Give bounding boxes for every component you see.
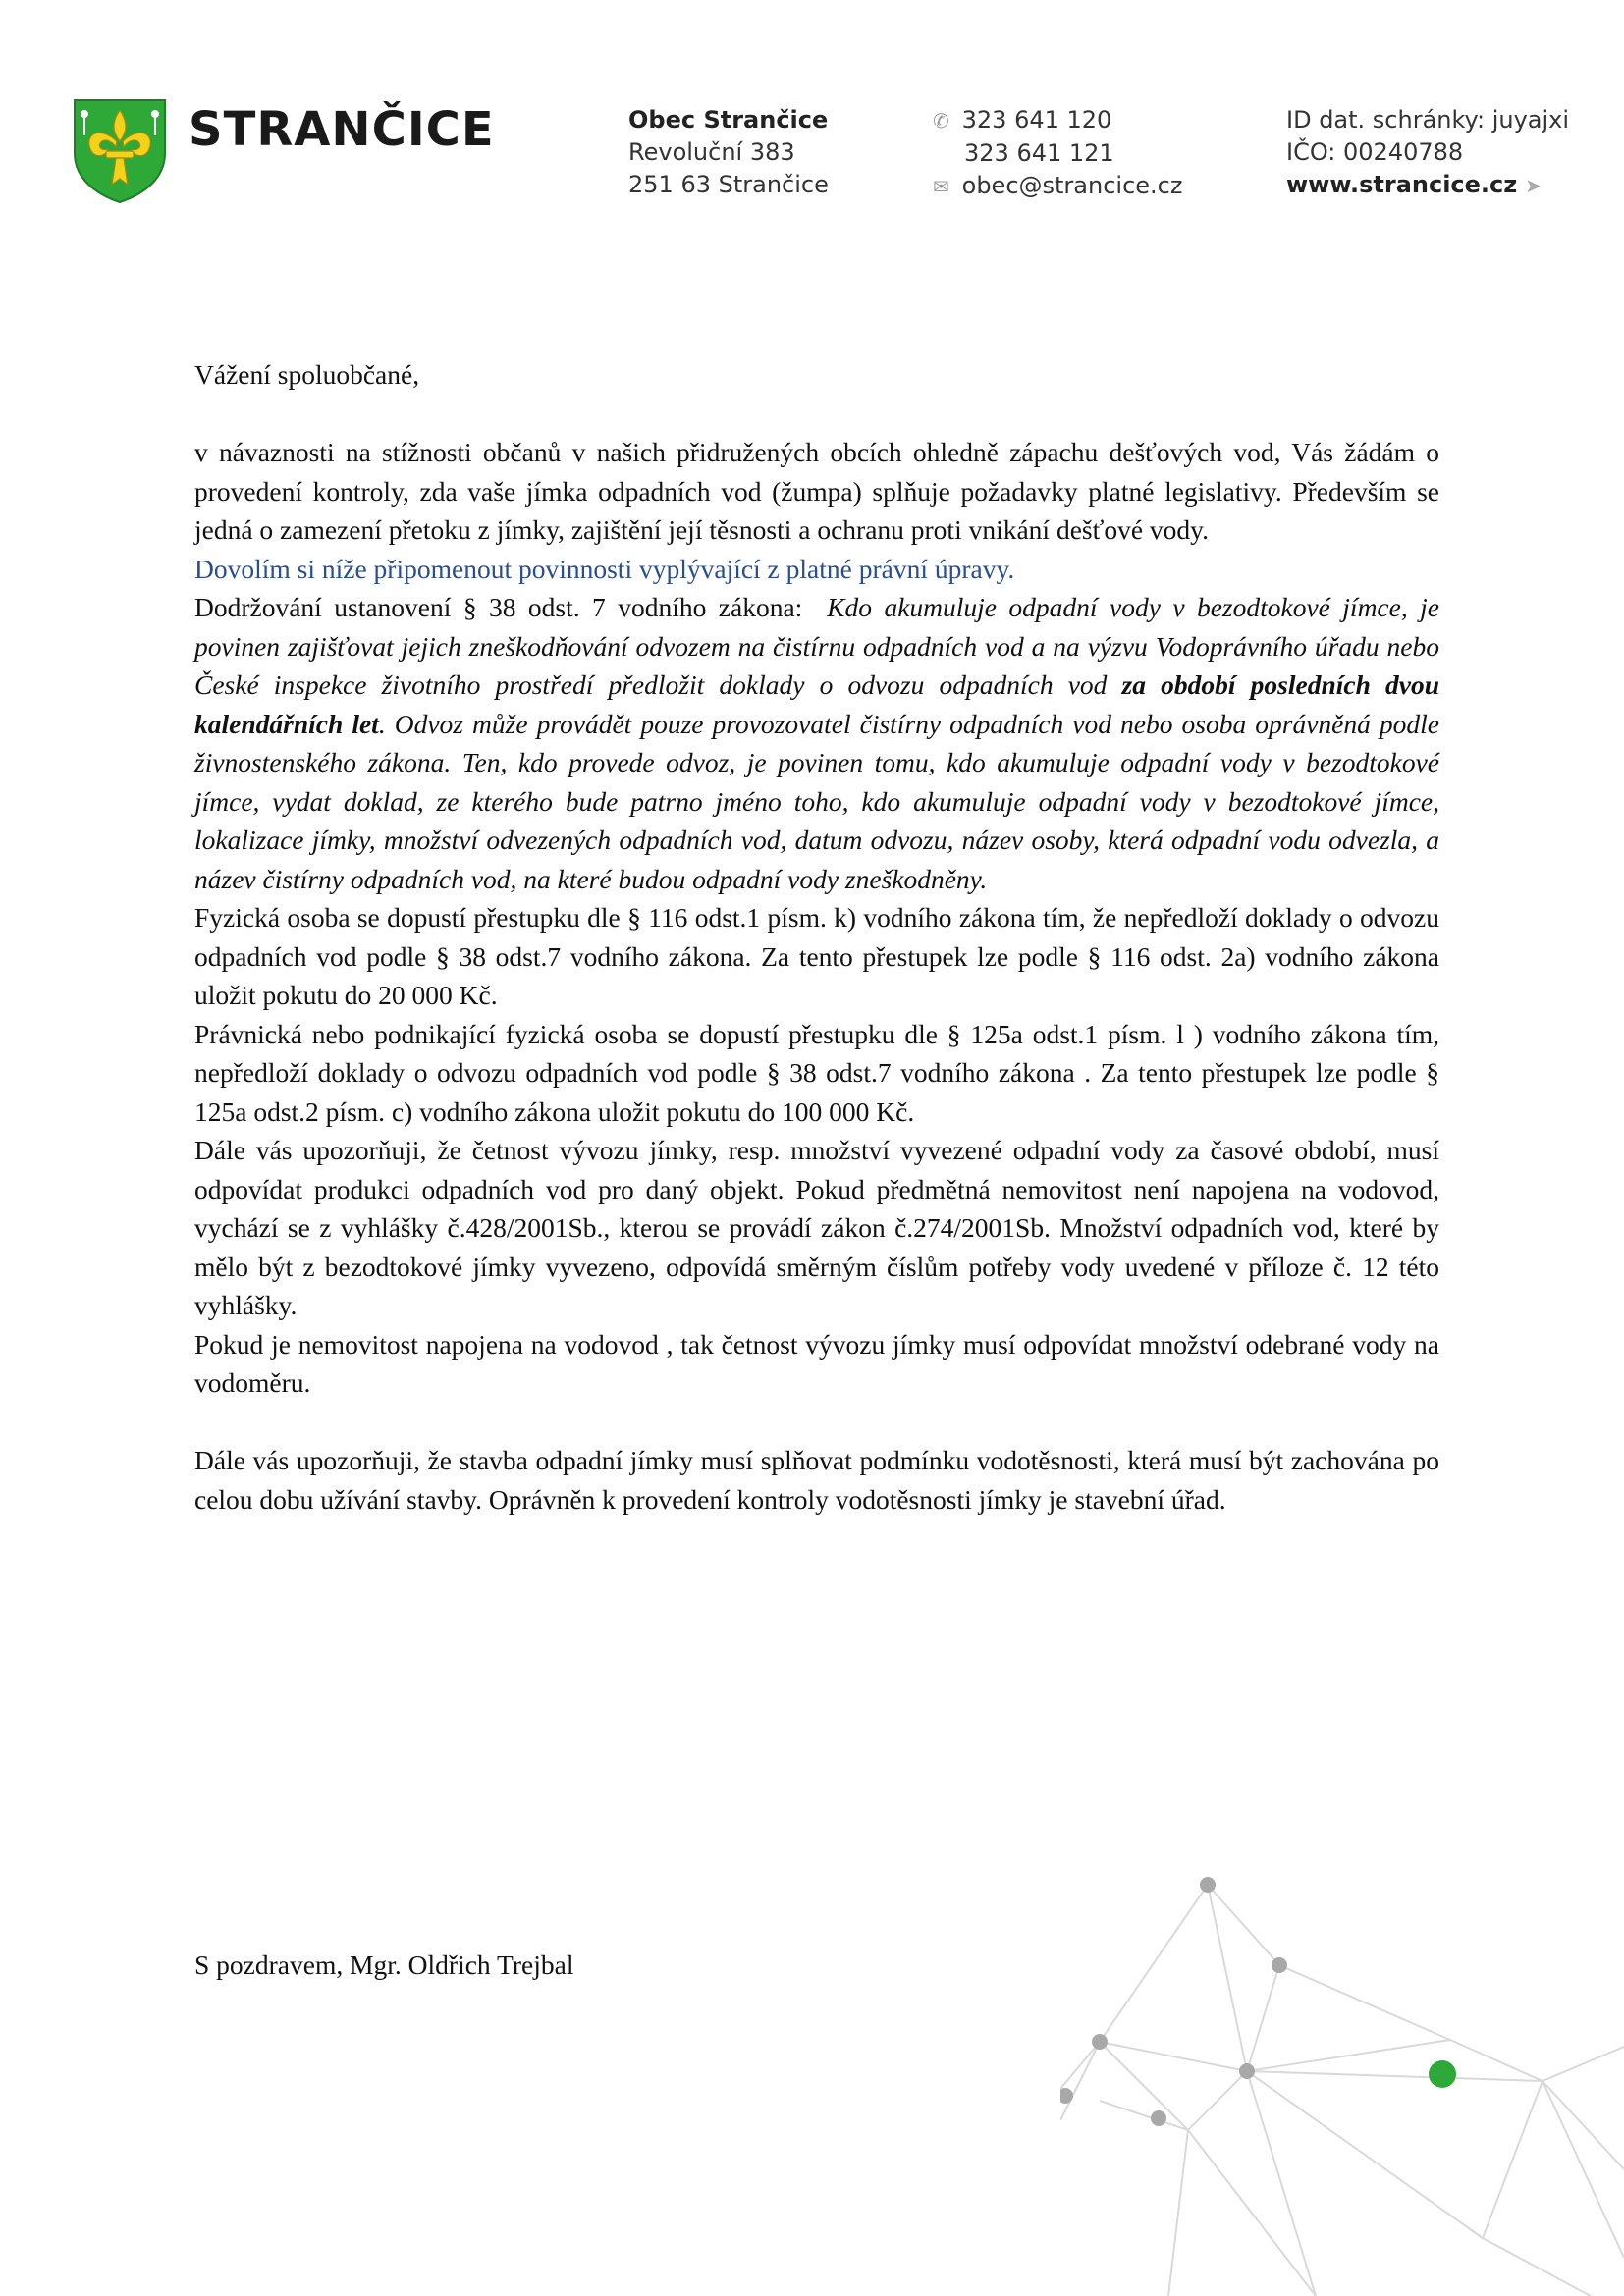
decorative-network-graphic [1060, 1845, 1624, 2296]
water-meter-paragraph: Pokud je nemovitost napojena na vodovod , tak četnost vývozu jímky musí odpovídat množství odebrané vody na vodoměru. [194, 1328, 1439, 1398]
intro-paragraph: v návaznosti na stížnosti občanů v našich přidružených obcích ohledně zápachu dešťových vod, Vás žádám o provedení kontroly, zda vaše jímka odpadních vod (žumpa) splňuje požadavky platné legislativy. Především se jedná o zamezení přetoku z jímky, zajištění její těsnosti a ochranu proti vnikání dešťové vody. [194, 437, 1439, 545]
phone-icon: ✆ [933, 109, 949, 133]
address-name: Obec Strančice [628, 106, 829, 133]
contact-block [933, 104, 1182, 203]
email-link[interactable]: obec@strancice.cz [961, 172, 1183, 199]
law-quote-bold: za období posledních dvou kalendářních let [194, 669, 1440, 739]
address-street: Revoluční 383 [628, 138, 795, 166]
penalty-company-paragraph: Právnická nebo podnikající fyzická osoba se dopustí přestupku dle § 125a odst.1 písm. l ) vodního zákona tím, nepředloží doklady o odvozu odpadních vod podle § 38 odst.7 vodního zákona . Za tento přestupek lze podle § 125a odst.2 písm. c) vodního zákona uložit pokutu do 100 000 Kč. [194, 1018, 1439, 1127]
law-lead: Dodržování ustanovení § 38 odst. 7 vodního zákona: [194, 592, 803, 622]
address-city: 251 63 Strančice [628, 171, 829, 198]
penalty-person-paragraph: Fyzická osoba se dopustí přestupku dle § 116 odst.1 písm. k) vodního zákona tím, že nepředloží doklady o odvozu odpadních vod podle § 38 odst.7 vodního zákona. Za tento přestupek lze podle § 116 odst. 2a) vodního zákona uložit pokutu do 20 000 Kč. [194, 902, 1439, 1010]
ico-number: IČO: 00240788 [1286, 138, 1464, 166]
frequency-paragraph: Dále vás upozorňuji, že četnost vývozu jímky, resp. množství vyvezené odpadní vody za časové období, musí odpovídat produkci odpadních vod pro daný objekt. Pokud předmětná nemovitost není napojena na vodovod, vychází se z vyhlášky č.428/2001Sb., kterou se provádí zákon č.274/2001Sb. Množství odpadních vod, které by mělo být z bezodtokové jímky vyvezeno, odpovídá směrným číslům potřeby vody uvedené v příloze č. 12 této vyhlášky. [194, 1135, 1439, 1320]
phone-2: 323 641 121 [964, 139, 1114, 167]
law-paragraph [194, 588, 1439, 898]
envelope-icon: ✉ [933, 175, 949, 198]
law-quote-part1: Kdo akumuluje odpadní vody v bezodtokové jímce, je povinen zajišťovat jejich zneškodňování odvozem na čistírnu odpadních vod a na výzvu Vodoprávního úřadu nebo České inspekce životního prostředí předložit doklady o odvozu odpadních vod [194, 592, 1439, 700]
reminder-line: Dovolím si níže připomenout povinnosti vyplývající z platné právní úpravy. [194, 553, 1015, 584]
letter-body [194, 355, 1439, 1519]
cursor-icon: ➤ [1525, 174, 1543, 197]
data-box-id: ID dat. schránky: juyajxi [1286, 106, 1570, 133]
website-link[interactable]: www.strancice.cz [1286, 171, 1518, 198]
closing-signature: S pozdravem, Mgr. Oldřich Trejbal [194, 1949, 574, 1980]
watertight-paragraph: Dále vás upozorňuji, že stavba odpadní jímky musí splňovat podmínku vodotěsnosti, která musí být zachována po celou dobu užívání stavby. Oprávněn k provedení kontroly vodotěsnosti jímky je stavební úřad. [194, 1445, 1439, 1515]
law-quote-part2: . Odvoz může provádět pouze provozovatel čistírny odpadních vod nebo osoba oprávněná podle živnostenského zákona. Ten, kdo provede odvoz, je povinen tomu, kdo akumuluje odpadní vody v bezodtokové jímce, vydat doklad, ze kterého bude patrno jméno toho, kdo akumuluje odpadní vody v bezodtokové jímce, lokalizace jímky, množství odvezených odpadních vod, datum odvozu, název osoby, která odpadní vodu odvezla, a název čistírny odpadních vod, na které budou odpadní vody zneškodněny. [194, 708, 1439, 894]
ids-block [1286, 104, 1569, 202]
municipality-name: STRANČICE [189, 102, 495, 157]
phone-1: 323 641 120 [961, 106, 1112, 133]
coat-of-arms-logo [71, 96, 169, 204]
salutation: Vážení spoluobčané, [194, 359, 420, 390]
address-block [628, 104, 829, 201]
